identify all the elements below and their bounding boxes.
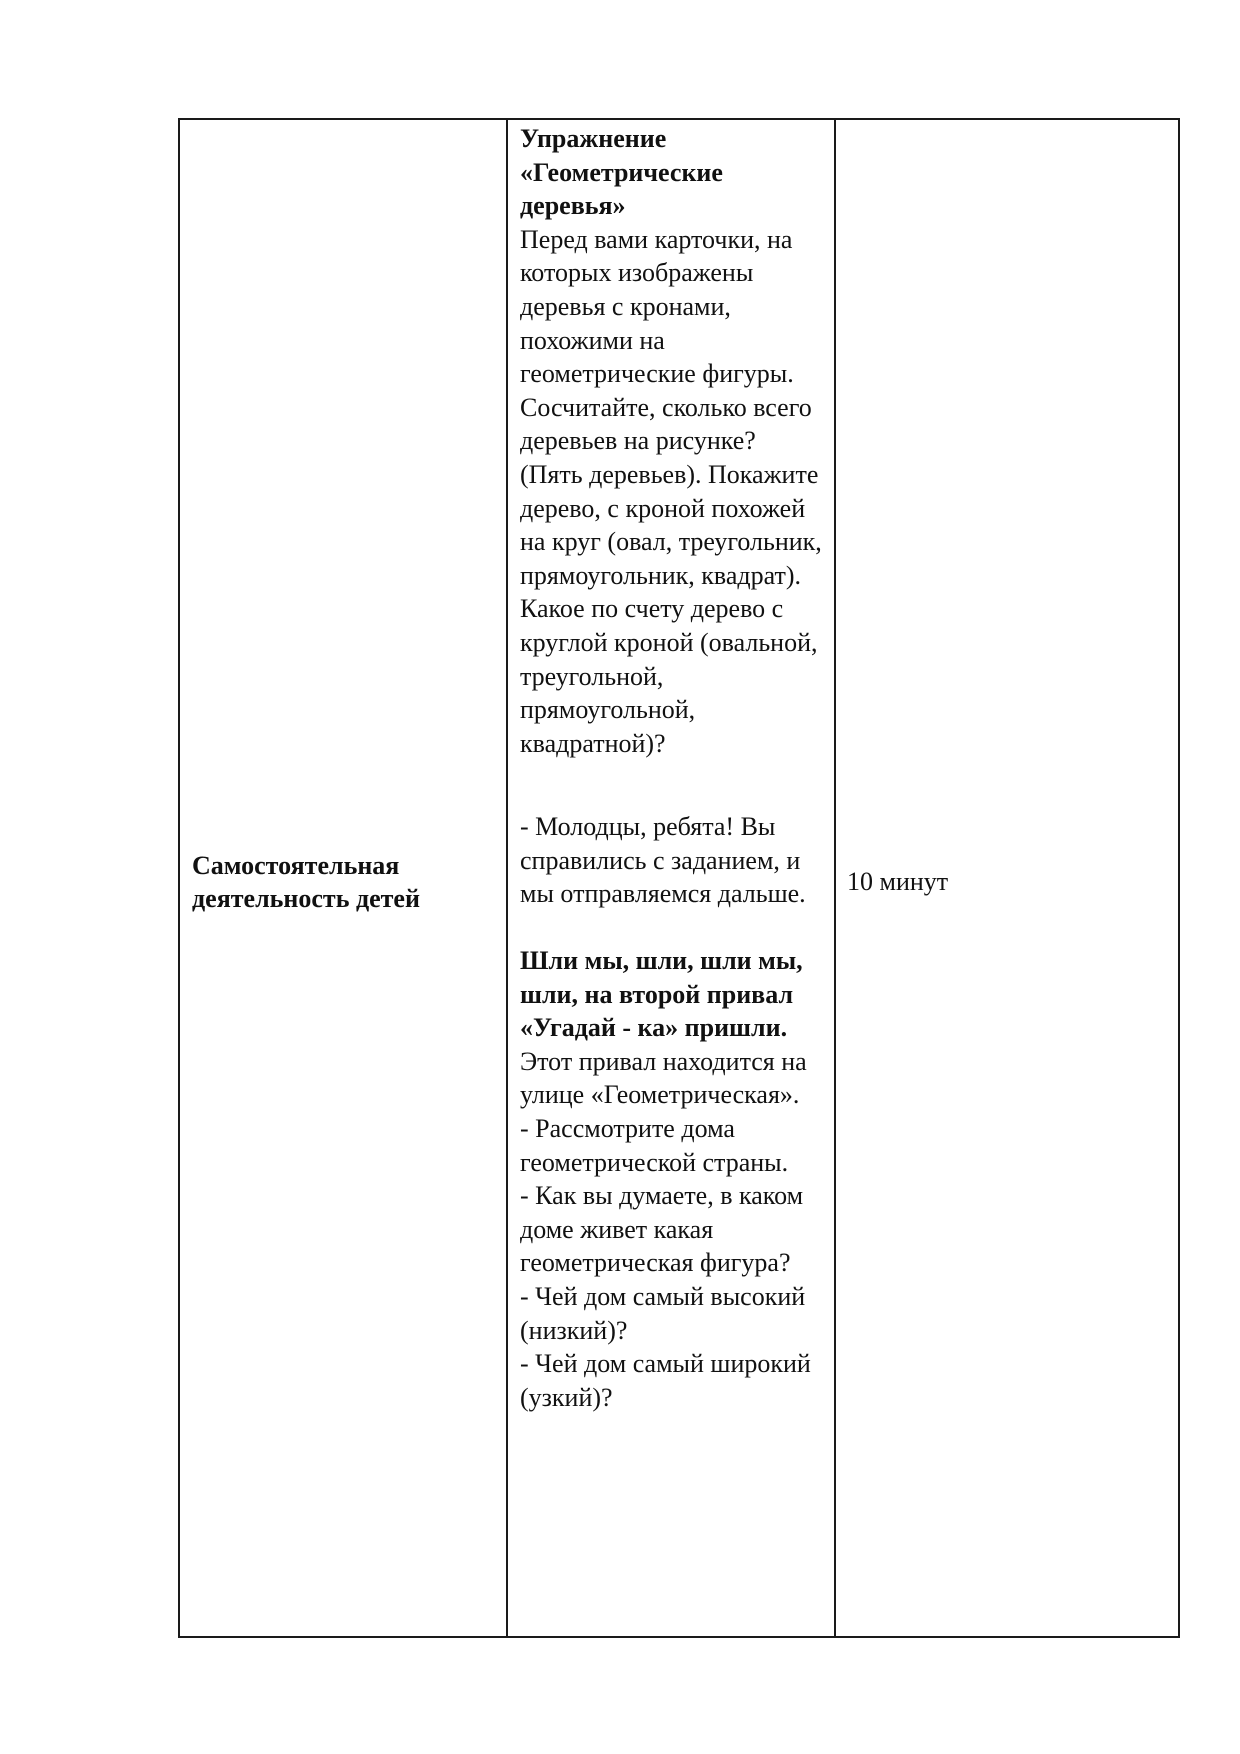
stage-label-line-1: Самостоятельная xyxy=(192,851,400,880)
question-1: - Рассмотрите дома геометрической страны. xyxy=(520,1114,789,1177)
stage-cell xyxy=(179,119,507,1637)
content-cell xyxy=(507,119,835,1637)
rhyme-text: Шли мы, шли, шли мы, шли, на второй привал «Угадай - ка» пришли. xyxy=(520,946,803,1043)
stage-label xyxy=(192,849,506,915)
stage-label-line-2: деятельность детей xyxy=(192,884,420,913)
exercise-question: Какое по счету дерево с круглой кроной (овальной, треугольной, прямоугольной, квадратной)? xyxy=(520,594,818,758)
location-text: Этот привал находится на улице «Геометрическая». xyxy=(520,1046,807,1110)
question-2: - Как вы думаете, в каком доме живет какая геометрическая фигура? xyxy=(520,1181,804,1278)
praise-text: - Молодцы, ребята! Вы справились с заданием, и мы отправляемся дальше. xyxy=(520,812,806,909)
time-cell xyxy=(835,119,1179,1637)
spacer xyxy=(520,911,824,944)
question-3: - Чей дом самый высокий (низкий)? xyxy=(520,1282,806,1345)
exercise-title: Упражнение «Геометрические деревья» xyxy=(520,124,723,221)
question-4: - Чей дом самый широкий (узкий)? xyxy=(520,1349,811,1412)
lesson-plan-table xyxy=(178,118,1180,1638)
time-value: 10 минут xyxy=(847,866,949,896)
exercise-text: Перед вами карточки, на которых изображены деревья с кронами, похожими на геометрические фигуры. Сосчитайте, сколько всего деревьев на рисунке? (Пять деревьев). Покажите дерево, с кроной похожей на круг (овал, треугольник, прямоугольник, квадрат). xyxy=(520,224,822,590)
spacer xyxy=(520,760,824,810)
table-row xyxy=(179,119,1179,1637)
